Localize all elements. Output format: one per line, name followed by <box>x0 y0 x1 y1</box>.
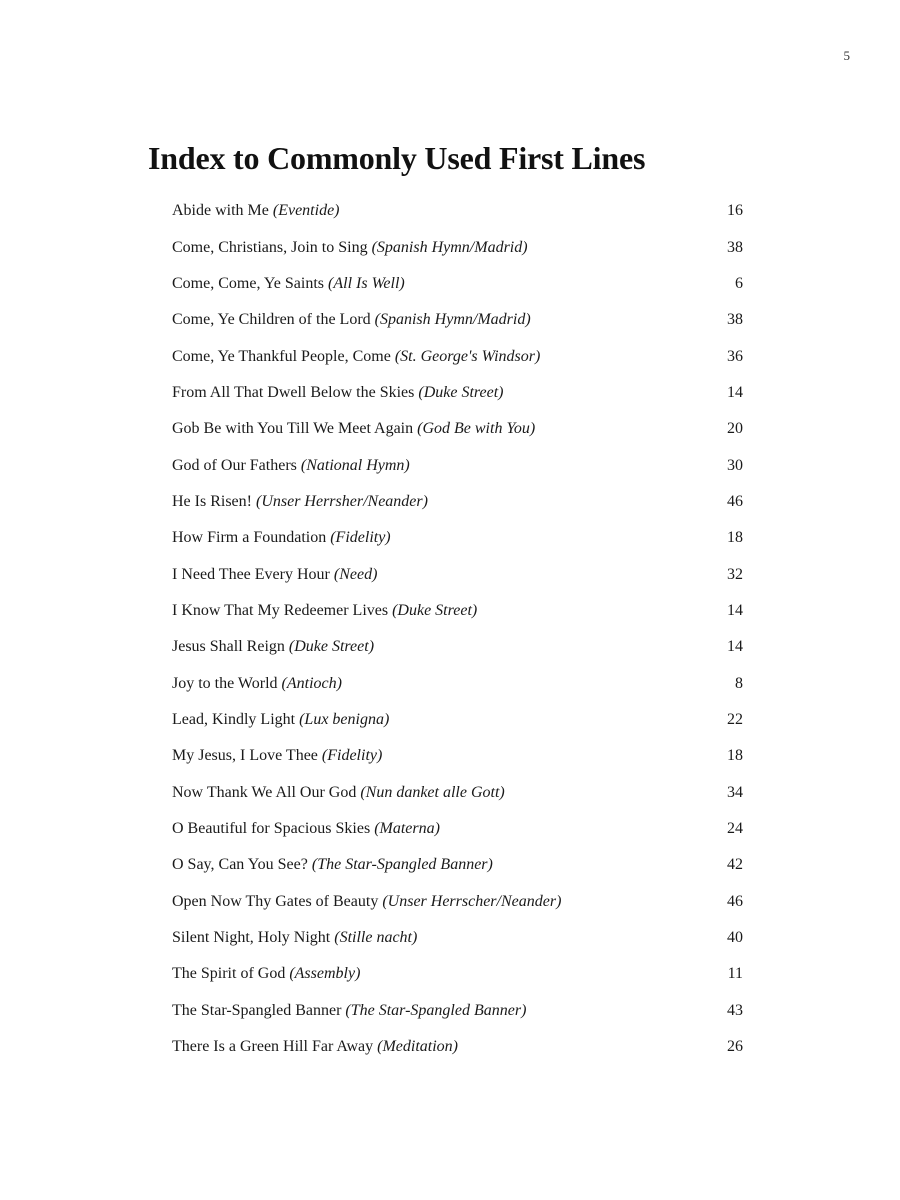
first-line: Come, Christians, Join to Sing <box>172 238 372 256</box>
entry-text <box>172 603 477 619</box>
index-entry <box>172 884 743 920</box>
entry-text <box>172 530 391 546</box>
tune-name: (Assembly) <box>289 965 361 983</box>
index-entry <box>172 520 743 556</box>
index-entry <box>172 811 743 847</box>
index-entry <box>172 338 743 374</box>
index-entry <box>172 993 743 1029</box>
page-reference: 46 <box>727 892 743 910</box>
tune-name: (Spanish Hymn/Madrid) <box>374 311 531 329</box>
tune-name: (Duke Street) <box>418 383 504 401</box>
tune-name: (Materna) <box>374 820 440 838</box>
page-reference: 11 <box>727 965 743 983</box>
entry-text <box>172 421 535 437</box>
index-entry <box>172 266 743 302</box>
tune-name: (The Star-Spangled Banner) <box>311 856 493 874</box>
page-reference: 14 <box>727 383 743 401</box>
entry-text <box>172 385 504 401</box>
tune-name: (Spanish Hymn/Madrid) <box>371 238 528 256</box>
index-entry <box>172 738 743 774</box>
entry-text <box>172 748 382 764</box>
page-reference: 42 <box>727 856 743 874</box>
entry-text <box>172 458 410 474</box>
entry-text <box>172 966 360 982</box>
first-line: He Is Risen! <box>172 492 256 510</box>
index-entry <box>172 629 743 665</box>
first-line: O Beautiful for Spacious Skies <box>172 820 375 838</box>
page-reference: 8 <box>735 674 743 692</box>
page-reference: 38 <box>727 238 743 256</box>
index-entry <box>172 411 743 447</box>
entry-text <box>172 1003 526 1019</box>
page-reference: 40 <box>727 929 743 947</box>
first-line: Now Thank We All Our God <box>172 783 361 801</box>
page-title: Index to Commonly Used First Lines <box>148 140 646 176</box>
tune-name: (Stille nacht) <box>334 929 418 947</box>
first-line: O Say, Can You See? <box>172 856 312 874</box>
page-reference: 22 <box>727 710 743 728</box>
first-line: Jesus Shall Reign <box>172 638 289 656</box>
page-reference: 36 <box>727 347 743 365</box>
entry-text <box>172 567 377 583</box>
first-line: Open Now Thy Gates of Beauty <box>172 892 383 910</box>
first-line: How Firm a Foundation <box>172 529 331 547</box>
index-entry <box>172 229 743 265</box>
index-entry <box>172 447 743 483</box>
index-entry <box>172 375 743 411</box>
first-line: The Star-Spangled Banner <box>172 1001 346 1019</box>
entry-text <box>172 785 505 801</box>
tune-name: (The Star-Spangled Banner) <box>345 1001 527 1019</box>
page-reference: 6 <box>735 274 743 292</box>
tune-name: (Fidelity) <box>321 747 383 765</box>
page-reference: 18 <box>727 747 743 765</box>
tune-name: (National Hymn) <box>300 456 410 474</box>
entry-text <box>172 857 493 873</box>
index-entry <box>172 302 743 338</box>
first-line: God of Our Fathers <box>172 456 301 474</box>
entry-text <box>172 930 417 946</box>
first-lines-index <box>172 193 743 1065</box>
index-entry <box>172 775 743 811</box>
page-reference: 24 <box>727 820 743 838</box>
tune-name: (Antioch) <box>281 674 342 692</box>
tune-name: (God Be with You) <box>417 420 536 438</box>
index-entry <box>172 484 743 520</box>
index-entry <box>172 665 743 701</box>
tune-name: (Meditation) <box>377 1038 458 1056</box>
first-line: The Spirit of God <box>172 965 290 983</box>
page-reference: 20 <box>727 420 743 438</box>
entry-text <box>172 1039 458 1055</box>
tune-name: (St. George's Windsor) <box>394 347 541 365</box>
page-reference: 46 <box>727 492 743 510</box>
page-reference: 18 <box>727 529 743 547</box>
index-entry <box>172 1029 743 1065</box>
entry-text <box>172 276 405 292</box>
tune-name: (Duke Street) <box>288 638 375 656</box>
entry-text <box>172 312 531 328</box>
tune-name: (All Is Well) <box>328 274 405 292</box>
entry-text <box>172 349 540 365</box>
tune-name: (Lux benigna) <box>299 710 390 728</box>
tune-name: (Nun danket alle Gott) <box>360 783 505 801</box>
first-line: Gob Be with You Till We Meet Again <box>172 420 418 438</box>
first-line: Joy to the World <box>172 674 282 692</box>
page-reference: 14 <box>727 601 743 619</box>
first-line: Abide with Me <box>172 202 273 220</box>
tune-name: (Fidelity) <box>330 529 391 547</box>
entry-text <box>172 639 374 655</box>
index-entry <box>172 193 743 229</box>
index-entry <box>172 956 743 992</box>
page-reference: 34 <box>727 783 743 801</box>
page-number: 5 <box>843 48 850 63</box>
tune-name: (Unser Herrsher/Neander) <box>255 492 428 510</box>
first-line: Silent Night, Holy Night <box>172 929 335 947</box>
page-reference: 16 <box>727 202 743 220</box>
index-entry <box>172 847 743 883</box>
page-reference: 38 <box>727 311 743 329</box>
page-reference: 14 <box>727 638 743 656</box>
index-entry <box>172 920 743 956</box>
first-line: Lead, Kindly Light <box>172 710 300 728</box>
index-entry <box>172 556 743 592</box>
entry-text <box>172 821 440 837</box>
tune-name: (Unser Herrscher/Neander) <box>382 892 562 910</box>
page-reference: 30 <box>727 456 743 474</box>
entry-text <box>172 494 428 510</box>
page-reference: 26 <box>727 1038 743 1056</box>
first-line: Come, Come, Ye Saints <box>172 274 329 292</box>
entry-text <box>172 240 528 256</box>
first-line: Come, Ye Children of the Lord <box>172 311 375 329</box>
index-entry <box>172 702 743 738</box>
tune-name: (Need) <box>333 565 378 583</box>
entry-text <box>172 676 342 692</box>
page-reference: 43 <box>727 1001 743 1019</box>
first-line: There Is a Green Hill Far Away <box>172 1038 378 1056</box>
first-line: I Know That My Redeemer Lives <box>172 601 393 619</box>
tune-name: (Eventide) <box>272 202 340 220</box>
page-reference: 32 <box>727 565 743 583</box>
first-line: Come, Ye Thankful People, Come <box>172 347 395 365</box>
first-line: From All That Dwell Below the Skies <box>172 383 419 401</box>
index-entry <box>172 593 743 629</box>
tune-name: (Duke Street) <box>392 601 478 619</box>
first-line: My Jesus, I Love Thee <box>172 747 322 765</box>
entry-text <box>172 894 561 910</box>
entry-text <box>172 712 389 728</box>
entry-text <box>172 203 340 219</box>
first-line: I Need Thee Every Hour <box>172 565 334 583</box>
